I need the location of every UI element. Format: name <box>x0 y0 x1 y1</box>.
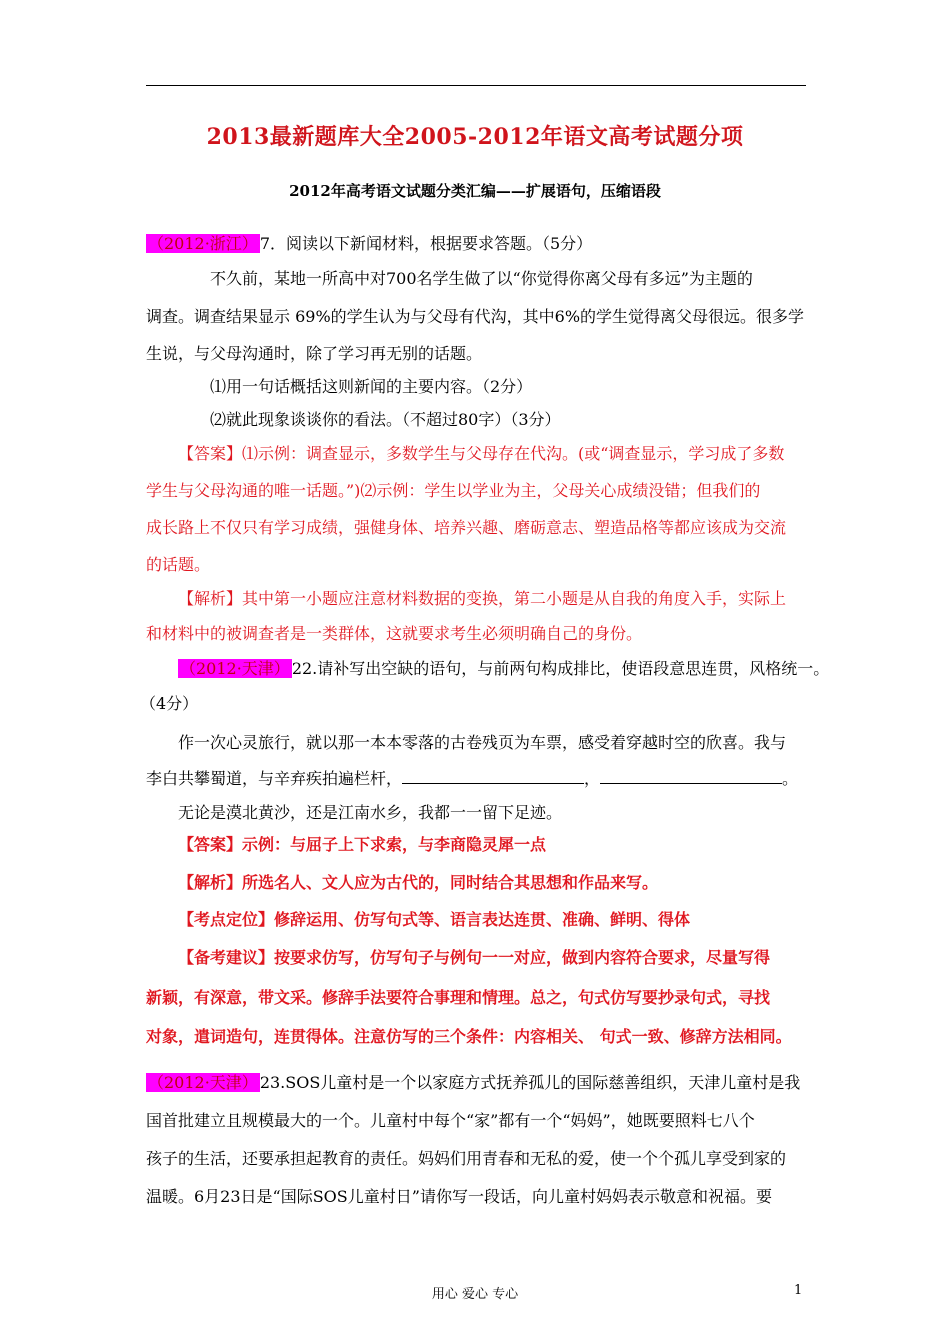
q23-line2: 国首批建立且规模最大的一个。儿童村中每个“家”都有一个“妈妈”，她既要照料七八个 <box>146 1111 755 1130</box>
q7-analysis-l1: 【解析】其中第一小题应注意材料数据的变换，第二小题是从自我的角度入手，实际上 <box>178 589 787 608</box>
q22-stem-line <box>178 658 829 680</box>
q7-material-p3: 生说，与父母沟通时，除了学习再无别的话题。 <box>146 344 483 363</box>
q22-topic: 【考点定位】修辞运用、仿写句式等、语言表达连贯、准确、鲜明、得体 <box>178 910 691 929</box>
q22-comma: ， <box>584 769 601 788</box>
q7-material-p2: 调查。调查结果显示 69%的学生认为与父母有代沟，其中6%的学生觉得离父母很远。很多学 <box>146 307 805 326</box>
q23-line4: 温暖。6月23日是“国际SOS儿童村日”请你写一段话，向儿童村妈妈表示敬意和祝福。要 <box>146 1187 772 1206</box>
q23-line3: 孩子的生活，还要承担起教育的责任。妈妈们用青春和无私的爱，使一个个孤儿享受到家的 <box>146 1149 787 1168</box>
q22-passage-p2 <box>146 768 798 790</box>
fill-blank-2 <box>600 769 782 784</box>
q7-answer-l4: 的话题。 <box>146 555 211 574</box>
q7-answer-l3: 成长路上不仅只有学习成绩，强健身体、培养兴趣、磨砺意志、塑造品格等都应该成为交流 <box>146 518 787 537</box>
q7-sub1: ⑴用一句话概括这则新闻的主要内容。（2分） <box>210 377 533 396</box>
q7-stem: 7．阅读以下新闻材料，根据要求答题。（5分） <box>259 234 593 253</box>
page-subtitle: 2012年高考语文试题分类汇编——扩展语句，压缩语段 <box>289 182 661 200</box>
q7-analysis-l2: 和材料中的被调查者是一类群体，这就要求考生必须明确自己的身份。 <box>146 624 643 643</box>
fill-blank-1 <box>402 769 584 784</box>
q22-passage-p3: 无论是漠北黄沙，还是江南水乡，我都一一留下足迹。 <box>178 803 563 822</box>
page-title: 2013最新题库大全2005-2012年语文高考试题分项 <box>206 124 744 150</box>
q7-answer-l1: 【答案】⑴示例：调查显示，多数学生与父母存在代沟。(或“调查显示，学习成了多数 <box>178 444 785 463</box>
q7-sub2: ⑵就此现象谈谈你的看法。（不超过80字）（3分） <box>210 410 561 429</box>
q22-stem: 22.请补写出空缺的语句，与前两句构成排比，使语段意思连贯，风格统一。 <box>291 659 830 678</box>
q22-period: 。 <box>782 769 799 788</box>
q23-line1 <box>146 1072 800 1094</box>
q22-advice-l3: 对象，遣词造句，连贯得体。注意仿写的三个条件：内容相关、 句式一致、修辞方法相同。 <box>146 1027 792 1046</box>
q7-answer-l2: 学生与父母沟通的唯一话题。”)⑵示例：学生以学业为主，父母关心成绩没错；但我们的 <box>146 481 761 500</box>
q22-analysis: 【解析】所选名人、文人应为古代的，同时结合其思想和作品来写。 <box>178 873 659 892</box>
page-number: 1 <box>794 1283 803 1298</box>
q22-score: （4分） <box>140 694 199 713</box>
q7-source-tag: （2012·浙江） <box>148 234 258 253</box>
q23-source-tag: （2012·天津） <box>148 1073 258 1092</box>
page-footer: 用心 爱心 专心 <box>431 1287 519 1302</box>
q7-material-p1: 不久前，某地一所高中对700名学生做了以“你觉得你离父母有多远”为主题的 <box>210 269 753 288</box>
q23-text-l1: 23.SOS儿童村是一个以家庭方式抚养孤儿的国际慈善组织，天津儿童村是我 <box>259 1073 801 1092</box>
q22-passage-p2-text: 李白共攀蜀道，与辛弃疾拍遍栏杆， <box>146 769 403 788</box>
q22-answer: 【答案】示例：与屈子上下求索，与李商隐灵犀一点 <box>178 835 547 854</box>
q7-stem-line <box>146 233 592 255</box>
q22-passage-p1: 作一次心灵旅行，就以那一本本零落的古卷残页为车票，感受着穿越时空的欣喜。我与 <box>178 733 787 752</box>
q22-advice-l2: 新颖，有深意，带文采。修辞手法要符合事理和情理。总之，句式仿写要抄录句式，寻找 <box>146 988 771 1007</box>
q22-advice-l1: 【备考建议】按要求仿写，仿写句子与例句一一对应，做到内容符合要求，尽量写得 <box>178 948 771 967</box>
header-rule <box>146 85 806 86</box>
q22-source-tag: （2012·天津） <box>180 659 290 678</box>
